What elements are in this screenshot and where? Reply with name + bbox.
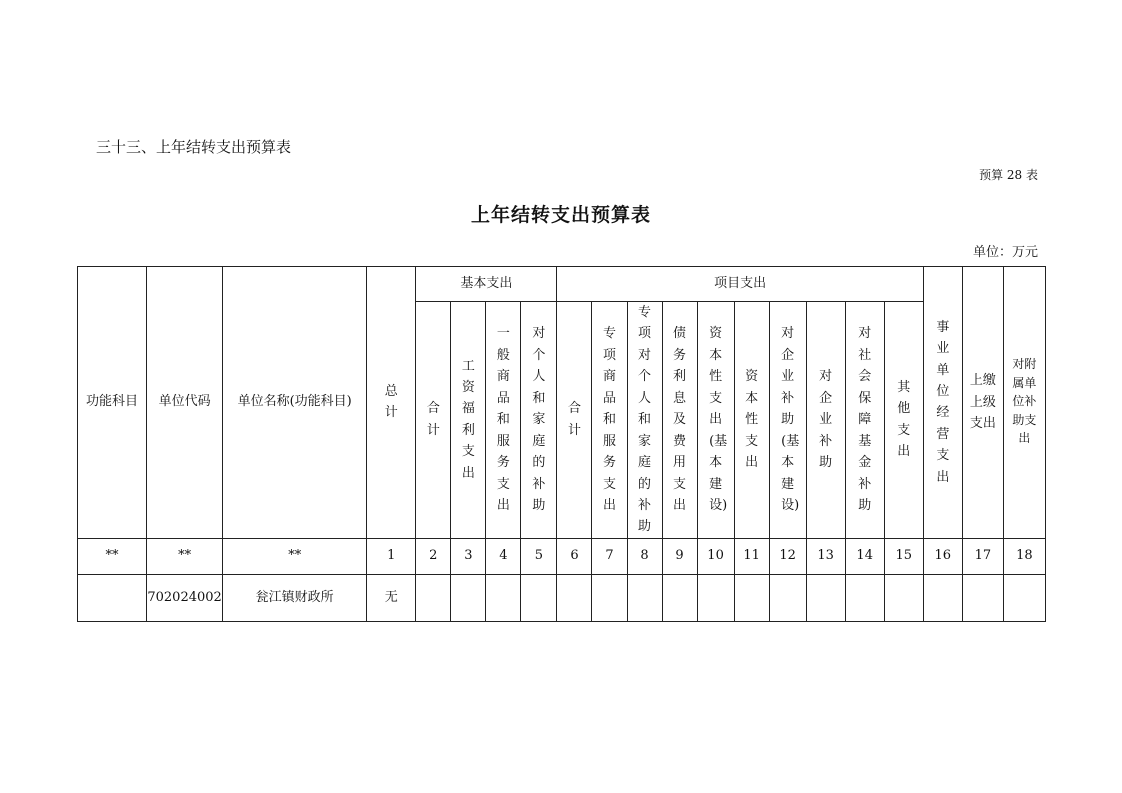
index-cell: ** [223,539,367,575]
index-cell: 7 [592,539,627,575]
header-basic-col: 一般商品和服务支出 [486,302,521,539]
header-project-col: 对企业补助 [806,302,845,539]
header-project-col: 专项对个人和家庭的补助 [627,302,662,539]
index-cell: 4 [486,539,521,575]
index-cell: 8 [627,539,662,575]
cell-empty [769,575,806,622]
header-project-col: 其他支出 [884,302,923,539]
index-cell: 5 [521,539,557,575]
cell-empty [627,575,662,622]
header-project-col: 债务利息及费用支出 [662,302,697,539]
index-cell: 3 [451,539,486,575]
cell-empty [697,575,734,622]
header-basic-col: 合计 [416,302,451,539]
header-project-col: 资本性支出 [734,302,769,539]
cell-empty [1003,575,1045,622]
form-number: 预算 28 表 [979,168,1038,182]
index-cell: 13 [806,539,845,575]
header-unit-name: 单位名称(功能科目) [223,267,367,539]
index-cell: 12 [769,539,806,575]
cell-empty [806,575,845,622]
cell-empty [923,575,962,622]
index-cell: 1 [367,539,416,575]
header-basic-col: 工资福利支出 [451,302,486,539]
header-affiliated: 对附属单位补助支出 [1003,267,1045,539]
cell-empty [734,575,769,622]
cell-empty [451,575,486,622]
page-title: 上年结转支出预算表 [470,204,651,226]
header-total: 总计 [367,267,416,539]
cell-empty [486,575,521,622]
index-cell: 11 [734,539,769,575]
header-project: 项目支出 [557,267,923,302]
index-cell: ** [78,539,147,575]
header-basic: 基本支出 [416,267,557,302]
index-cell: 9 [662,539,697,575]
table-row [78,575,1046,622]
header-project-col: 专项商品和服务支出 [592,302,627,539]
header-project-col: 对企业补助(基本建设) [769,302,806,539]
cell-empty [557,575,592,622]
header-project-col: 资本性支出(基本建设) [697,302,734,539]
index-cell: 15 [884,539,923,575]
cell-empty [962,575,1003,622]
header-project-col: 合计 [557,302,592,539]
index-row [78,539,1046,575]
header-project-col: 对社会保障基金补助 [845,302,884,539]
index-cell: 14 [845,539,884,575]
header-unit-code: 单位代码 [147,267,223,539]
cell-unit-name: 瓮江镇财政所 [223,575,367,622]
index-cell: ** [147,539,223,575]
index-cell: 2 [416,539,451,575]
budget-table [77,266,1046,622]
header-basic-col: 对个人和家庭的补助 [521,302,557,539]
header-func-subject: 功能科目 [78,267,147,539]
cell-empty [845,575,884,622]
cell-empty [884,575,923,622]
index-cell: 10 [697,539,734,575]
index-cell: 17 [962,539,1003,575]
section-title: 三十三、上年结转支出预算表 [96,138,292,156]
header-upper: 上缴上级支出 [962,267,1003,539]
cell-empty [592,575,627,622]
unit-label: 单位：万元 [972,245,1038,260]
cell-unit-code: 702024002 [147,575,223,622]
index-cell: 6 [557,539,592,575]
cell-empty [416,575,451,622]
index-cell: 16 [923,539,962,575]
cell-empty [521,575,557,622]
cell-func-subject [78,575,147,622]
header-business: 事业单位经营支出 [923,267,962,539]
cell-total: 无 [367,575,416,622]
index-cell: 18 [1003,539,1045,575]
cell-empty [662,575,697,622]
